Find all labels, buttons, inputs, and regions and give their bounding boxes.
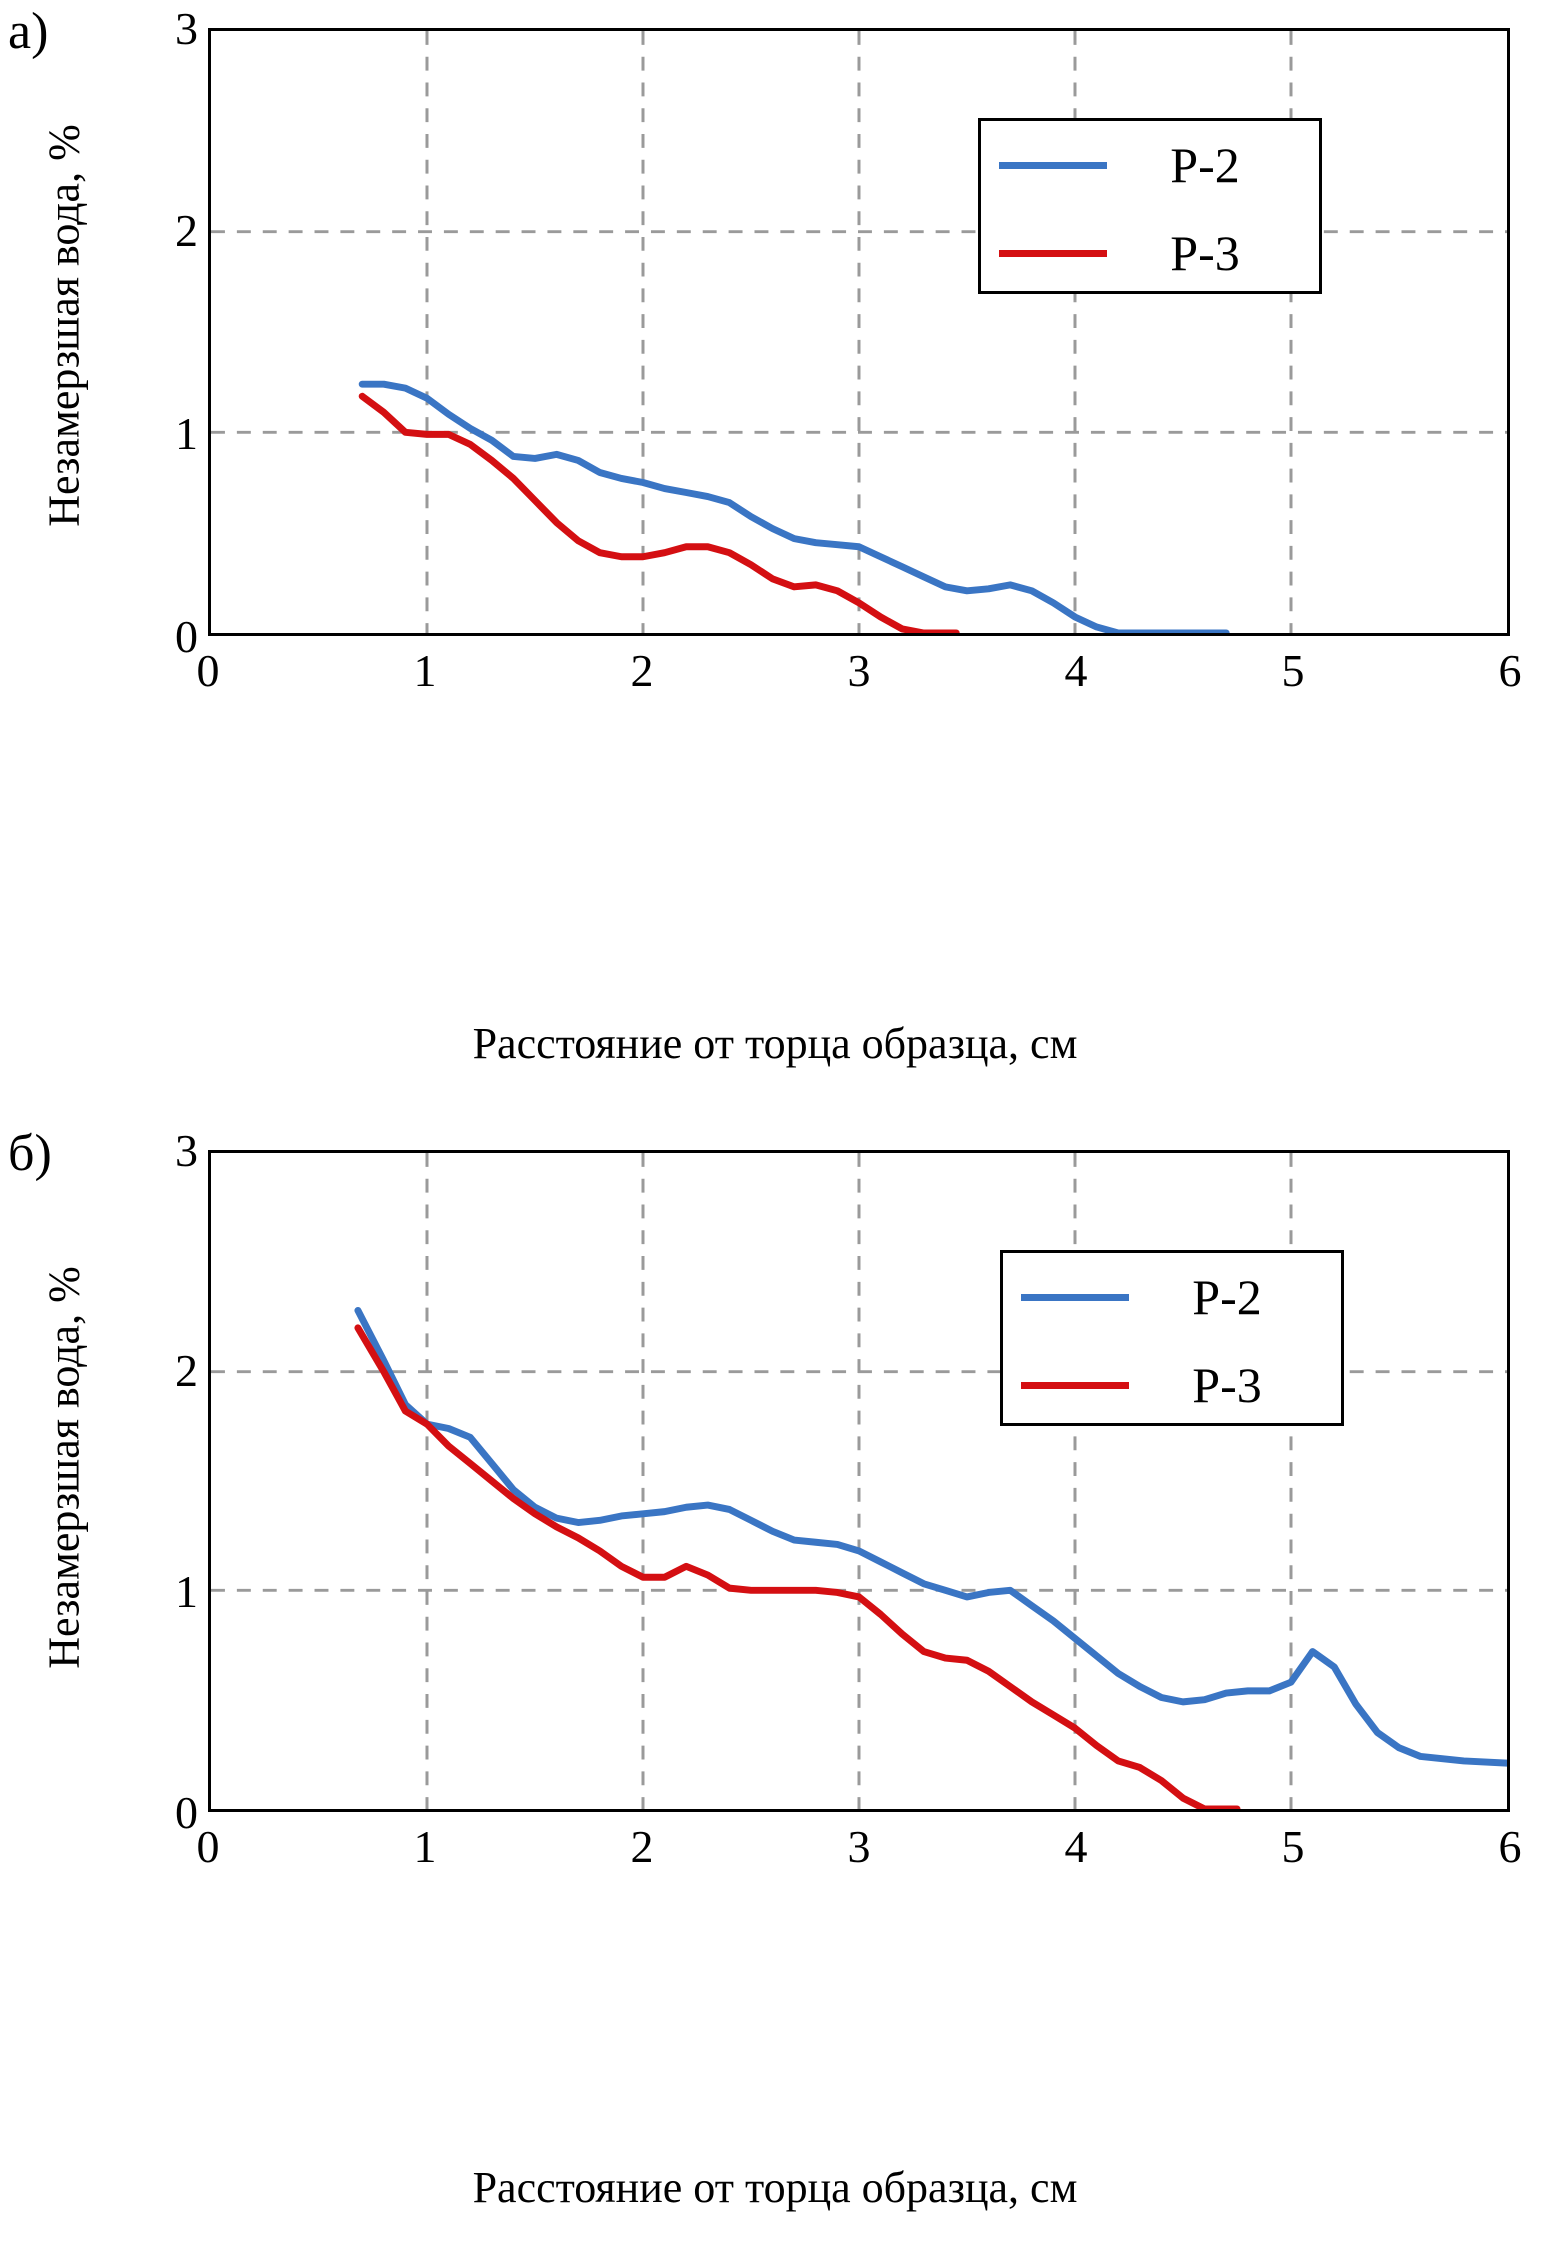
y-tick-labels-b: [128, 1125, 198, 1838]
x-tick-labels-a: [196, 645, 1522, 708]
legend-b: [1000, 1250, 1344, 1426]
legend-item: [1003, 1253, 1341, 1341]
y-tick-label: 3: [175, 3, 198, 54]
y-tick-label: 1: [175, 408, 198, 459]
y-axis-label-b: Незамерзшая вода, %: [39, 1266, 89, 1669]
legend-label: Р-3: [1170, 225, 1240, 281]
y-tick-labels-a: [128, 3, 198, 662]
x-tick-label: 4: [1064, 1821, 1088, 1872]
x-axis-label-b: Расстояние от торца образца, см: [472, 2163, 1078, 2212]
panel-letter-b: б): [8, 1125, 52, 1182]
legend-item: [981, 209, 1319, 297]
y-tick-label: 0: [175, 611, 198, 662]
x-tick-label: 1: [413, 1821, 437, 1872]
x-tick-label: 0: [196, 1821, 220, 1872]
legend-swatch-p3-icon: [999, 250, 1107, 257]
x-tick-label: 6: [1498, 645, 1522, 696]
legend-item: [981, 121, 1319, 209]
y-axis-label-a: Незамерзшая вода, %: [39, 124, 89, 527]
y-tick-label: 0: [175, 1787, 198, 1838]
x-axis-label-a: Расстояние от торца образца, см: [472, 1019, 1078, 1068]
legend-label: Р-2: [1192, 1269, 1262, 1325]
legend-swatch-p2-icon: [999, 162, 1107, 169]
x-tick-label: 5: [1281, 645, 1305, 696]
y-tick-label: 2: [175, 1345, 198, 1396]
x-tick-label: 4: [1064, 645, 1088, 696]
x-tick-label: 1: [413, 645, 437, 696]
legend-label: Р-3: [1192, 1357, 1262, 1413]
legend-swatch-p2-icon: [1021, 1294, 1129, 1301]
x-tick-label: 2: [630, 645, 654, 696]
chart-panel-b: [0, 1122, 1546, 2232]
legend-a: [978, 118, 1322, 294]
y-tick-label: 1: [175, 1566, 198, 1617]
chart-panel-a: [0, 0, 1546, 1110]
x-tick-label: 3: [847, 645, 871, 696]
x-tick-label: 2: [630, 1821, 654, 1872]
panel-letter-a: а): [8, 3, 49, 60]
x-tick-label: 6: [1498, 1821, 1522, 1872]
x-tick-label: 5: [1281, 1821, 1305, 1872]
legend-label: Р-2: [1170, 137, 1240, 193]
x-tick-label: 0: [196, 645, 220, 696]
y-tick-label: 2: [175, 205, 198, 256]
series-line-p2-a: [362, 384, 1226, 633]
legend-item: [1003, 1341, 1341, 1429]
x-tick-label: 3: [847, 1821, 871, 1872]
y-tick-label: 3: [175, 1125, 198, 1176]
x-tick-labels-b: [196, 1821, 1522, 1884]
legend-swatch-p3-icon: [1021, 1382, 1129, 1389]
